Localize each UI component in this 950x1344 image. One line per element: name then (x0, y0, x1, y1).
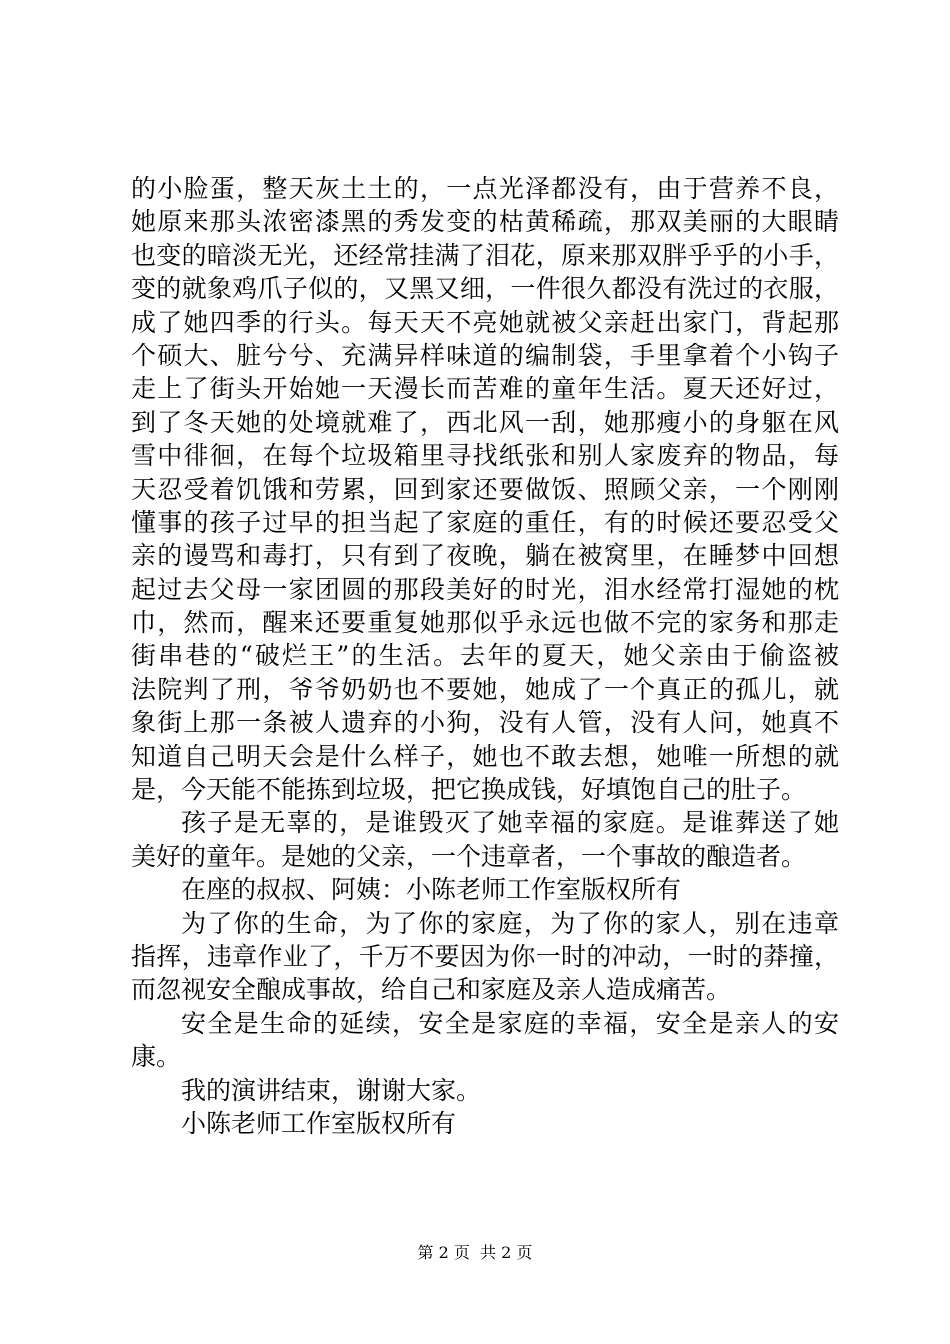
text-line: 是，今天能不能拣到垃圾，把它换成钱，好填饱自己的肚子。 (131, 775, 807, 805)
text-line: 懂事的孩子过早的担当起了家庭的重任，有的时候还要忍受父 (131, 507, 839, 537)
text-line: 到了冬天她的处境就难了，西北风一刮，她那瘦小的身躯在风 (131, 407, 839, 437)
text-line: 个硕大、脏兮兮、充满异样味道的编制袋，手里拿着个小钩子 (131, 340, 839, 370)
text-line: 象街上那一条被人遗弃的小狗，没有人管，没有人问，她真不 (131, 708, 839, 738)
text-line: 在座的叔叔、阿姨：小陈老师工作室版权所有 (181, 875, 682, 905)
text-line: 的小脸蛋，整天灰土土的，一点光泽都没有，由于营养不良， (131, 174, 839, 203)
text-line: 安全是生命的延续，安全是家庭的幸福，安全是亲人的安 (181, 1008, 839, 1038)
text-line: 美好的童年。是她的父亲，一个违章者，一个事故的酿造者。 (131, 841, 807, 871)
text-line: 她原来那头浓密漆黑的秀发变的枯黄稀疏，那双美丽的大眼睛 (131, 207, 839, 237)
text-line: 孩子是无辜的，是谁毁灭了她幸福的家庭。是谁葬送了她 (181, 808, 839, 838)
text-line: 法院判了刑，爷爷奶奶也不要她，她成了一个真正的孤儿，就 (131, 674, 839, 704)
text-line: 康。 (131, 1042, 182, 1072)
text-line: 变的就象鸡爪子似的，又黑又细，一件很久都没有洗过的衣服， (131, 274, 839, 304)
text-line: 而忽视安全酿成事故，给自己和家庭及亲人造成痛苦。 (131, 975, 732, 1005)
text-line: 小陈老师工作室版权所有 (181, 1108, 457, 1138)
text-line: 走上了街头开始她一天漫长而苦难的童年生活。夏天还好过， (131, 374, 839, 404)
text-line: 也变的暗淡无光，还经常挂满了泪花，原来那双胖乎乎的小手， (131, 240, 839, 270)
page-footer (0, 1243, 950, 1263)
text-line: 雪中徘徊，在每个垃圾箱里寻找纸张和别人家废弃的物品，每 (131, 441, 839, 471)
text-line: 巾，然而，醒来还要重复她那似乎永远也做不完的家务和那走 (131, 608, 839, 638)
text-line: 为了你的生命，为了你的家庭，为了你的家人，别在违章 (181, 908, 839, 938)
text-line: 我的演讲结束，谢谢大家。 (181, 1075, 482, 1105)
document-body (131, 172, 839, 1140)
page-number-label: 第 2 页 共 2 页 (417, 1243, 533, 1262)
text-line: 天忍受着饥饿和劳累，回到家还要做饭、照顾父亲，一个刚刚 (131, 474, 839, 504)
text-line: 成了她四季的行头。每天天不亮她就被父亲赶出家门，背起那 (131, 307, 839, 337)
text-line: 知道自己明天会是什么样子，她也不敢去想，她唯一所想的就 (131, 741, 839, 771)
text-line: 起过去父母一家团圆的那段美好的时光，泪水经常打湿她的枕 (131, 574, 839, 604)
text-line: 亲的谩骂和毒打，只有到了夜晚，躺在被窝里，在睡梦中回想 (131, 541, 839, 571)
text-line: 街串巷的“破烂王”的生活。去年的夏天，她父亲由于偷盗被 (131, 641, 839, 671)
text-line: 指挥，违章作业了，千万不要因为你一时的冲动，一时的莽撞， (131, 941, 839, 971)
